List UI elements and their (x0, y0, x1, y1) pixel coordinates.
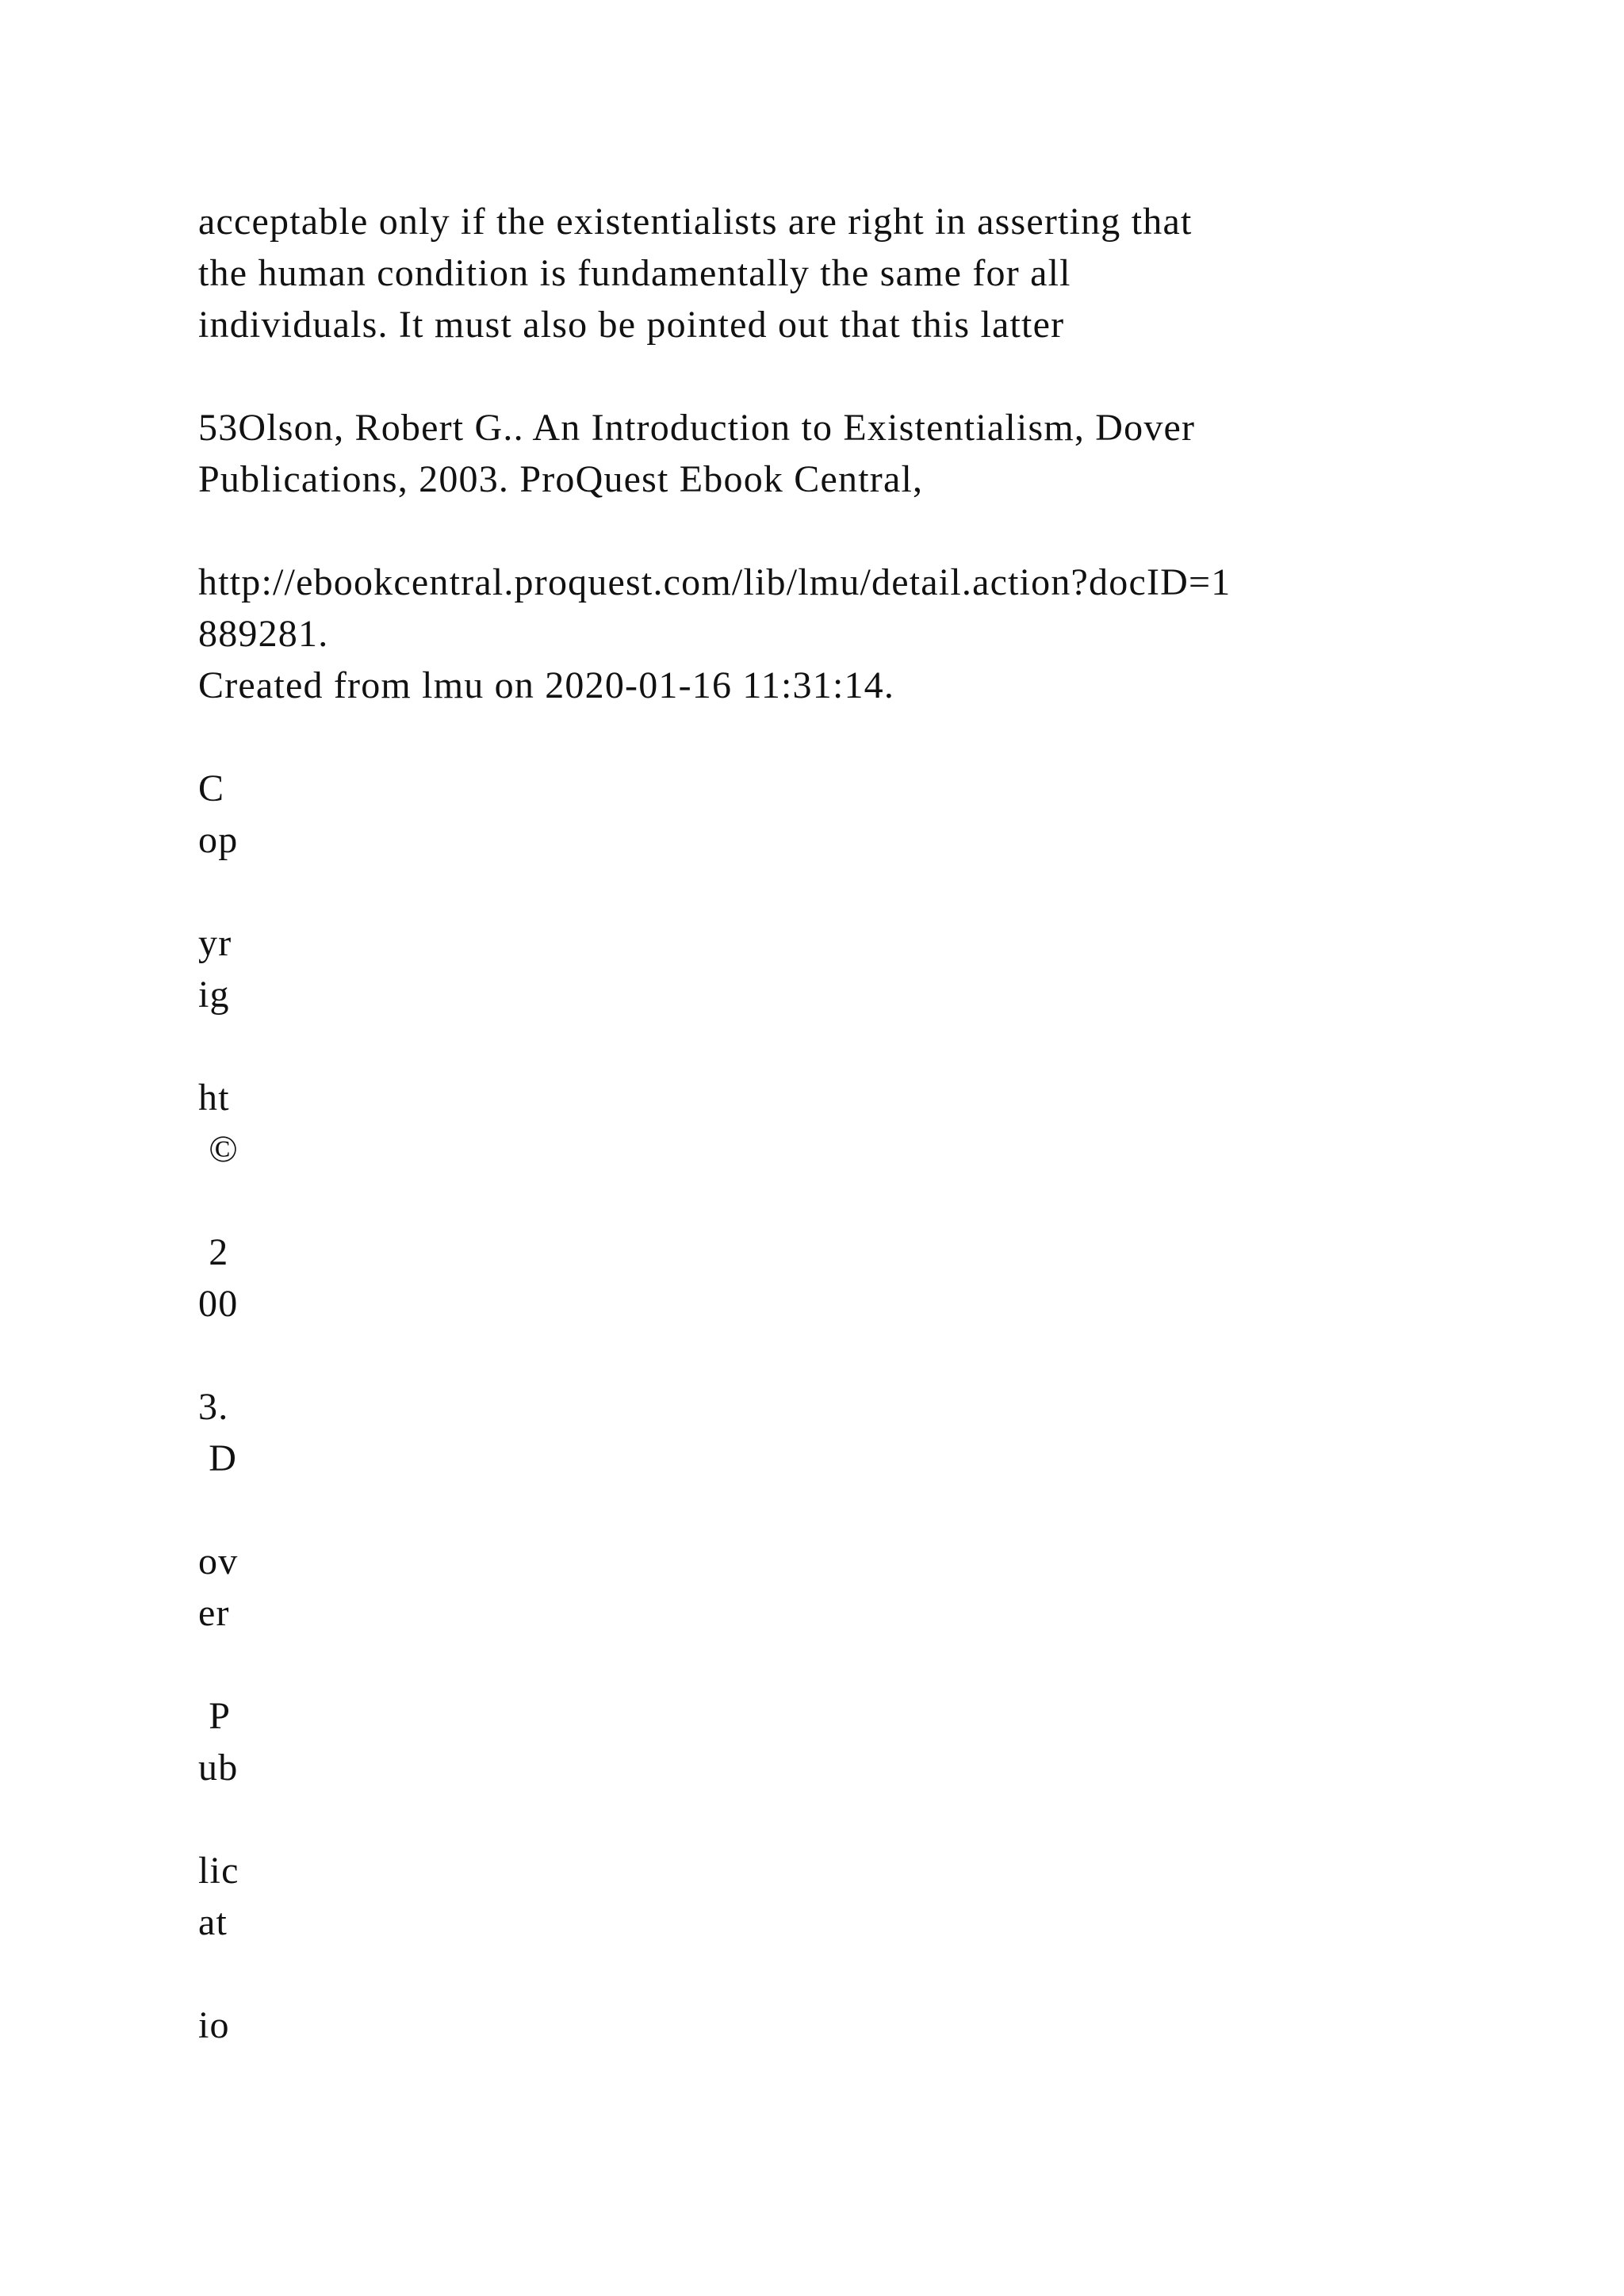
watermark-fragment: © (198, 1128, 239, 1170)
watermark-fragment: ov (198, 1540, 239, 1582)
citation-line-1: 53Olson, Robert G.. An Introduction to Existentialism, Dover (198, 407, 1196, 449)
watermark-fragment: op (198, 819, 239, 861)
created-timestamp: Created from lmu on 2020-01-16 11:31:14. (198, 664, 895, 706)
watermark-fragment: 2 (198, 1231, 229, 1273)
watermark-fragment: io (198, 2004, 230, 2046)
paragraph-line-3: individuals. It must also be pointed out that this latter (198, 304, 1065, 346)
watermark-fragment: yr (198, 922, 232, 964)
watermark-fragment: ht (198, 1077, 230, 1119)
watermark-fragment: er (198, 1592, 230, 1634)
citation-line-2: Publications, 2003. ProQuest Ebook Central, (198, 458, 924, 500)
paragraph-line-1: acceptable only if the existentialists are right in asserting that (198, 201, 1193, 243)
watermark-fragment: ub (198, 1747, 239, 1789)
watermark-fragment: at (198, 1901, 228, 1943)
watermark-fragment: lic (198, 1850, 239, 1892)
watermark-fragment: 00 (198, 1283, 239, 1325)
watermark-fragment: 3. (198, 1386, 229, 1428)
source-url-line-2: 889281. (198, 613, 329, 655)
watermark-fragment: D (198, 1437, 238, 1479)
paragraph-line-2: the human condition is fundamentally the same for all (198, 252, 1071, 294)
watermark-fragment: C (198, 767, 225, 809)
source-url-line-1: http://ebookcentral.proquest.com/lib/lmu/detail.action?docID=1 (198, 561, 1231, 603)
watermark-fragment: P (198, 1695, 232, 1737)
watermark-fragment: ig (198, 974, 230, 1016)
